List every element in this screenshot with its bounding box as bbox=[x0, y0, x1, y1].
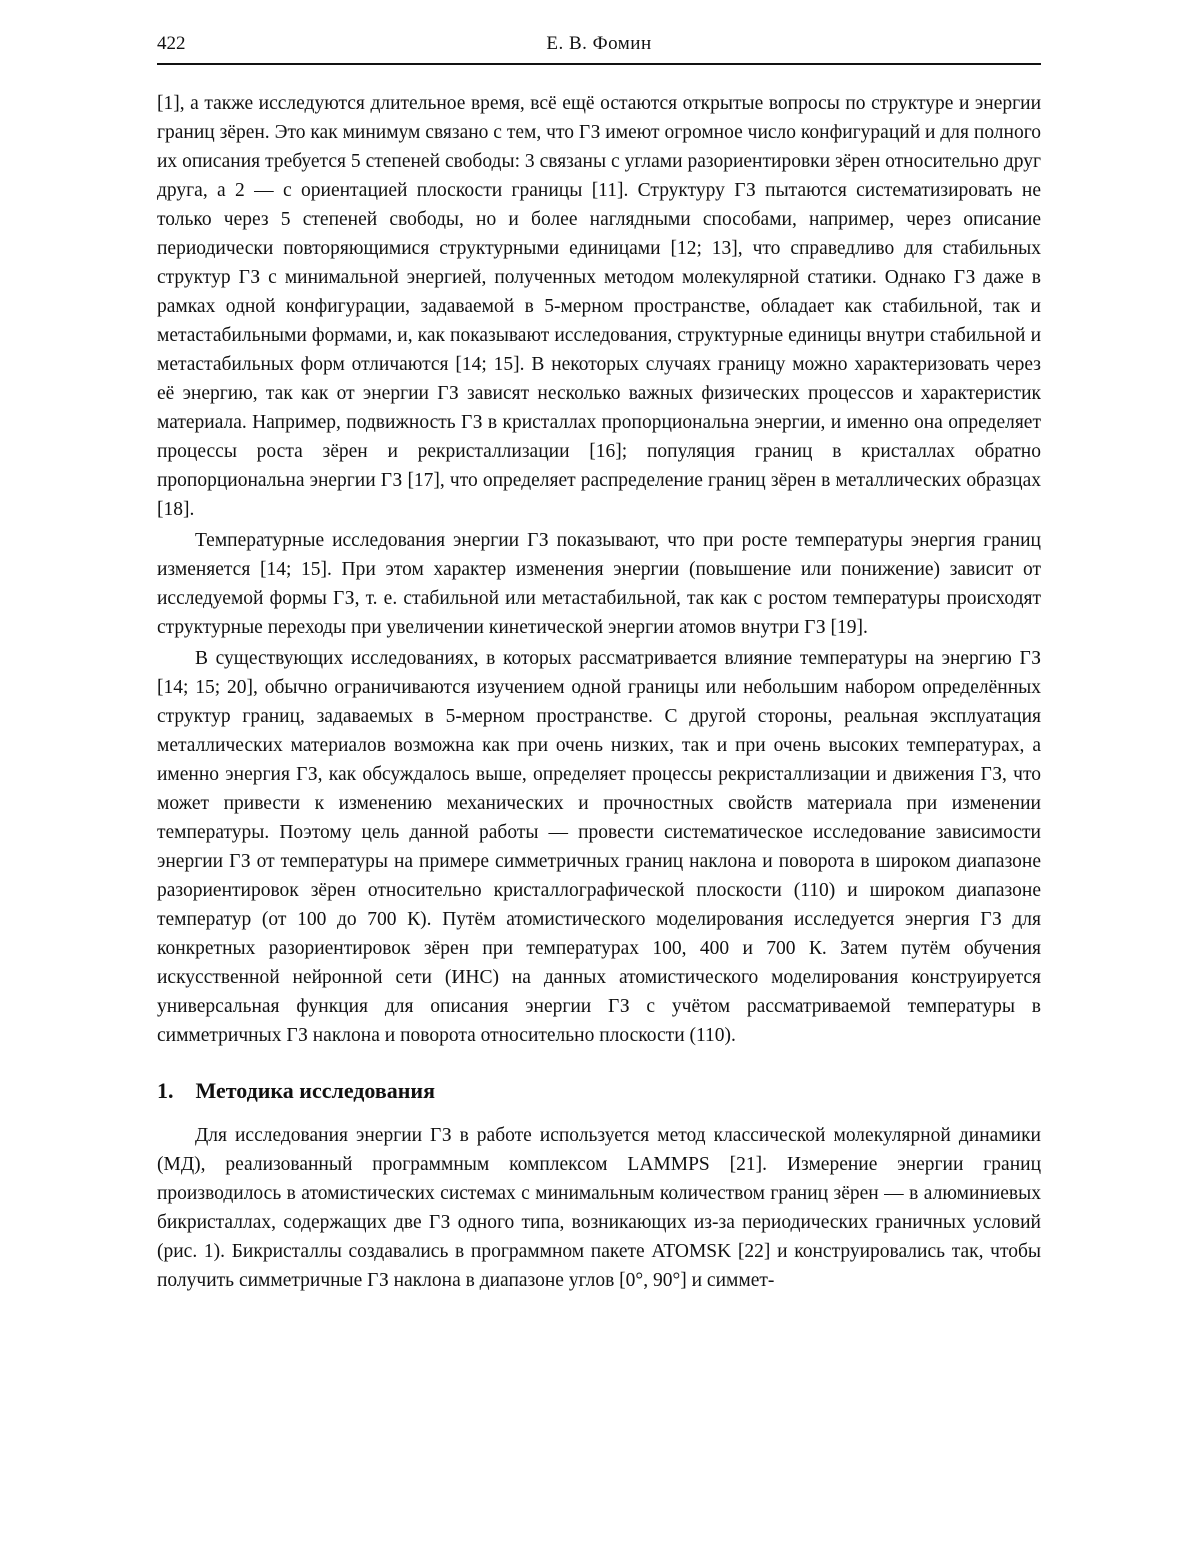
paragraph: Температурные исследования энергии ГЗ показывают, что при росте температуры энергия границ изменяется [14; 15]. При этом характер изменения энергии (повышение или понижение) зависит от исследуемой формы ГЗ, т. е. стабильной или метастабильной, так как с ростом температуры происходят структурные переходы при увеличении кинетической энергии атомов внутри ГЗ [19]. bbox=[157, 530, 1041, 638]
article-body bbox=[157, 89, 1041, 1295]
section-number: 1. bbox=[157, 1078, 174, 1103]
text-block bbox=[157, 33, 1041, 1297]
section-heading bbox=[157, 1076, 1041, 1105]
page-number: 422 bbox=[157, 33, 186, 54]
paragraph: Для исследования энергии ГЗ в работе используется метод классической молекулярной динамики (МД), реализованный программным комплексом LAMMPS [21]. Измерение энергии границ производилось в атомистических системах с минимальным количеством границ зёрен — в алюминиевых бикристаллах, содержащих две ГЗ одного типа, возникающих из-за периодических граничных условий (рис. 1). Бикристаллы создавались в программном пакете ATOMSK [22] и конструировались так, чтобы получить симметричные ГЗ наклона в диапазоне углов [0°, 90°] и симмет- bbox=[157, 1125, 1041, 1291]
running-title: Е. В. Фомин bbox=[546, 33, 652, 54]
paragraph: В существующих исследованиях, в которых рассматривается влияние температуры на энергию ГЗ [14; 15; 20], обычно ограничиваются изучением одной границы или небольшим набором определённых структур границ, задаваемых в 5-мерном пространстве. С другой стороны, реальная эксплуатация металлических материалов возможна как при очень низких, так и при очень высоких температурах, а именно энергия ГЗ, как обсуждалось выше, определяет процессы рекристаллизации и движения ГЗ, что может привести к изменению механических и прочностных свойств материала при изменении температуры. Поэтому цель данной работы — провести систематическое исследование зависимости энергии ГЗ от температуры на примере симметричных границ наклона и поворота в широком диапазоне разориентировок зёрен относительно кристаллографической плоскости (110) и широком диапазоне температур (от 100 до 700 К). Путём атомистического моделирования исследуется энергия ГЗ для конкретных разориентировок зёрен при температурах 100, 400 и 700 К. Затем путём обучения искусственной нейронной сети (ИНС) на данных атомистического моделирования конструируется универсальная функция для описания энергии ГЗ с учётом рассматриваемой температуры в симметричных ГЗ наклона и поворота относительно плоскости (110). bbox=[157, 648, 1041, 1046]
section-title: Методика исследования bbox=[195, 1078, 436, 1103]
paragraph: [1], а также исследуются длительное время, всё ещё остаются открытые вопросы по структуре и энергии границ зёрен. Это как минимум связано с тем, что ГЗ имеют огромное число конфигураций и для полного их описания требуется 5 степеней свободы: 3 связаны с углами разориентировки зёрен относительно друг друга, а 2 — с ориентацией плоскости границы [11]. Структуру ГЗ пытаются систематизировать не только через 5 степеней свободы, но и более наглядными способами, например, через описание периодически повторяющимися структурными единицами [12; 13], что справедливо для стабильных структур ГЗ с минимальной энергией, полученных методом молекулярной статики. Однако ГЗ даже в рамках одной конфигурации, задаваемой в 5-мерном пространстве, обладает как стабильной, так и метастабильными формами, и, как показывают исследования, структурные единицы внутри стабильной и метастабильных форм отличаются [14; 15]. В некоторых случаях границу можно характеризовать через её энергию, так как от энергии ГЗ зависят несколько важных физических процессов и характеристик материала. Например, подвижность ГЗ в кристаллах пропорциональна энергии, и именно она определяет процессы роста зёрен и рекристаллизации [16]; популяция границ в кристаллах обратно пропорциональна энергии ГЗ [17], что определяет распределение границ зёрен в металлических образцах [18]. bbox=[157, 93, 1041, 520]
page-header bbox=[157, 33, 1041, 57]
header-rule bbox=[157, 63, 1041, 65]
